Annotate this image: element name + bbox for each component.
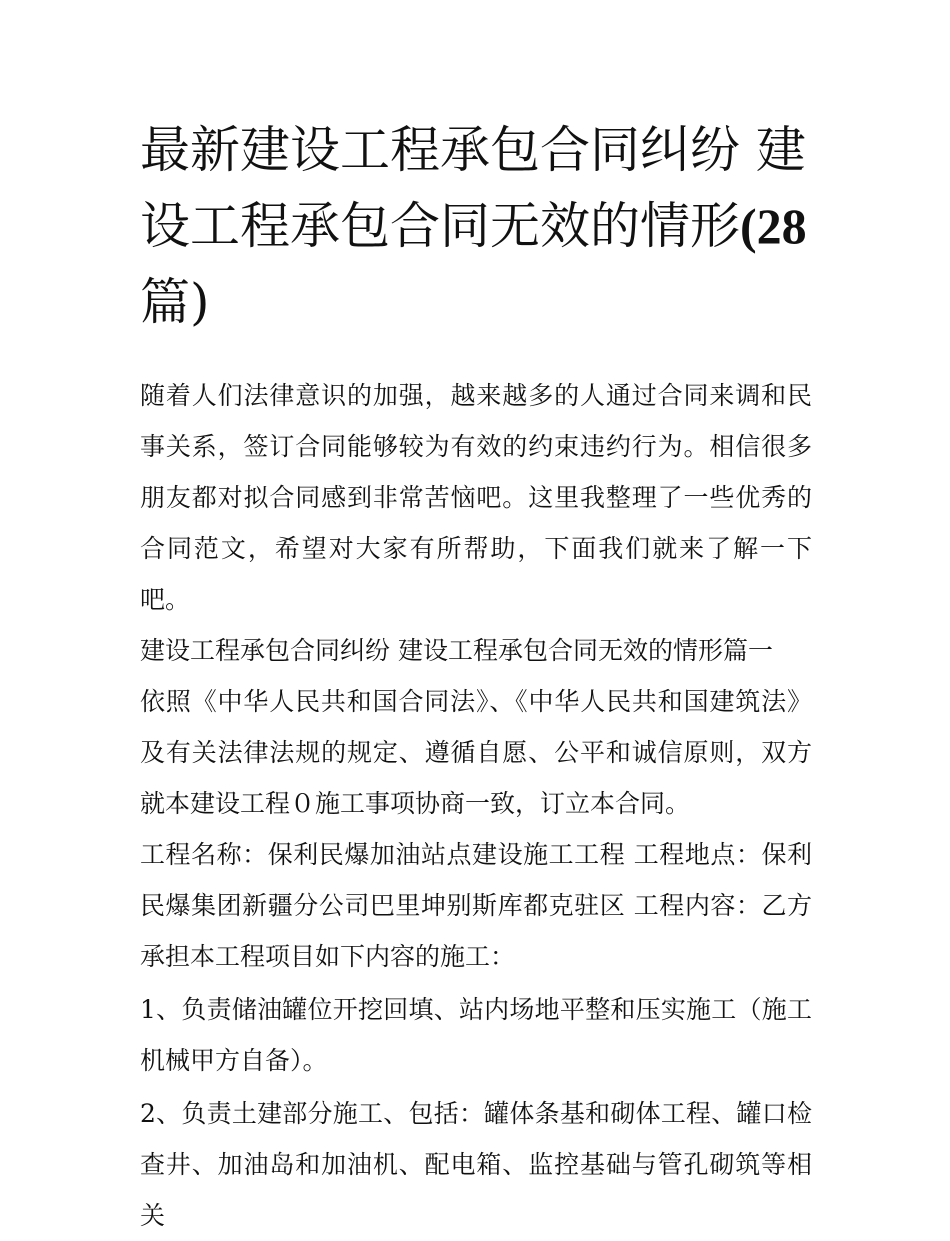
document-title	[140, 112, 812, 340]
document-body	[140, 370, 812, 1241]
title-text: 最新建设工程承包合同纠纷 建设工程承包合同无效的情形	[140, 121, 806, 255]
intro-paragraph: 随着人们法律意识的加强，越来越多的人通过合同来调和民事关系，签订合同能够较为有效的约束违约行为。相信很多朋友都对拟合同感到非常苦恼吧。这里我整理了一些优秀的合同范文，希望对大家有所帮助，下面我们就来了解一下吧。	[140, 381, 812, 614]
project-info-paragraph: 工程名称：保利民爆加油站点建设施工工程 工程地点：保利民爆集团新疆分公司巴里坤别斯库都克驻区 工程内容：乙方承担本工程项目如下内容的施工：	[140, 840, 812, 971]
legal-basis-paragraph: 依照《中华人民共和国合同法》、《中华人民共和国建筑法》及有关法律法规的规定、遵循自愿、公平和诚信原则，双方就本建设工程０施工事项协商一致，订立本合同。	[140, 687, 812, 818]
title-suffix: 篇)	[140, 273, 210, 331]
clause-1: 1、负责储油罐位开挖回填、站内场地平整和压实施工（施工机械甲方自备）。	[140, 995, 812, 1075]
title-count: (28	[740, 198, 807, 254]
clause-2: 2、负责土建部分施工、包括：罐体条基和砌体工程、罐口检查井、加油岛和加油机、配电箱、监控基础与管孔砌筑等相关	[140, 1099, 812, 1230]
document-page	[140, 112, 812, 1241]
section-heading: 建设工程承包合同纠纷 建设工程承包合同无效的情形篇一	[140, 636, 773, 665]
